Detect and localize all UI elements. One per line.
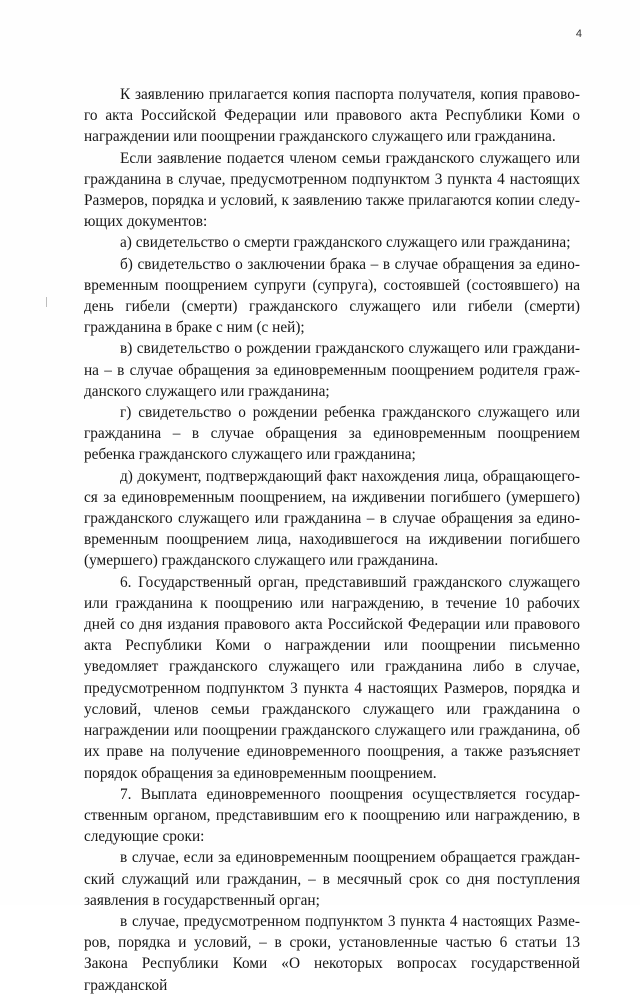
paragraph-special-case: в случае, предусмотренном подпунктом 3 пункта 4 настоящих Размеров, порядка и условий, – в сроки, установленные частью 6 статьи 13 Закона Республики Коми «О некоторых вопросах государственной гражданской bbox=[84, 912, 580, 994]
list-item-a: а) свидетельство о смерти гражданского служащего или гражданина; bbox=[120, 234, 571, 252]
paragraph-family-member: Если заявление подается членом семьи гражданского служащего или гражданина в случае, предусмотренном подпунктом 3 пункта 4 настоящих Размеров, порядка и условий, к заявлению также прилагаются копии следующих документов: bbox=[84, 149, 580, 231]
document-body bbox=[84, 84, 580, 996]
list-item-b: б) свидетельство о заключении брака – в случае обращения за единовременным поощрением супруги (супруга), состоявшей (состоявшего) на день гибели (смерти) гражданского служащего или гибели (смерти) гражданина в браке с ним (с ней); bbox=[84, 255, 580, 337]
paragraph-attachments: К заявлению прилагается копия паспорта получателя, копия правового акта Российской Федерации или правового акта Республики Коми о награждении или поощрении гражданского служащего или гражданина. bbox=[84, 86, 580, 146]
list-item-g: г) свидетельство о рождении ребенка гражданского служащего или гражданина – в случае обращения за единовременным поощрением ребенка гражданского служащего или гражданина; bbox=[84, 404, 580, 464]
list-item-v: в) свидетельство о рождении гражданского служащего или гражданина – в случае обращения за единовременным поощрением родителя гражданского служащего или гражданина; bbox=[84, 340, 580, 400]
margin-mark bbox=[46, 297, 47, 307]
page-number: 4 bbox=[575, 28, 582, 40]
list-item-d: д) документ, подтверждающий факт нахождения лица, обращающегося за единовременным поощрением, на иждивении погибшего (умершего) гражданского служащего или гражданина – в случае обращения за единовременным поощрением лица, находившегося на иждивении погибшего (умершего) гражданского служащего или гражданина. bbox=[84, 467, 580, 570]
paragraph-clause-6: 6. Государственный орган, представивший гражданского служащего или гражданина к поощрению или награждению, в течение 10 рабочих дней со дня издания правового акта Российской Федерации или правового акта Республики Коми о награждении или поощрении письменно уведомляет гражданского служащего или гражданина либо в случае, предусмотренном подпунктом 3 пункта 4 настоящих Размеров, порядка и условий, членов семьи гражданского служащего или гражданина о награждении или поощрении гражданского служащего или гражданина, об их праве на получение единовременного поощрения, а также разъясняет порядок обращения за единовременным поощрением. bbox=[84, 573, 580, 782]
paragraph-monthly-term: в случае, если за единовременным поощрением обращается гражданский служащий или гражданин, – в месячный срок со дня поступления заявления в государственный орган; bbox=[84, 849, 580, 909]
paragraph-clause-7: 7. Выплата единовременного поощрения осуществляется государственным органом, представившим его к поощрению или награждению, в следующие сроки: bbox=[84, 785, 580, 846]
